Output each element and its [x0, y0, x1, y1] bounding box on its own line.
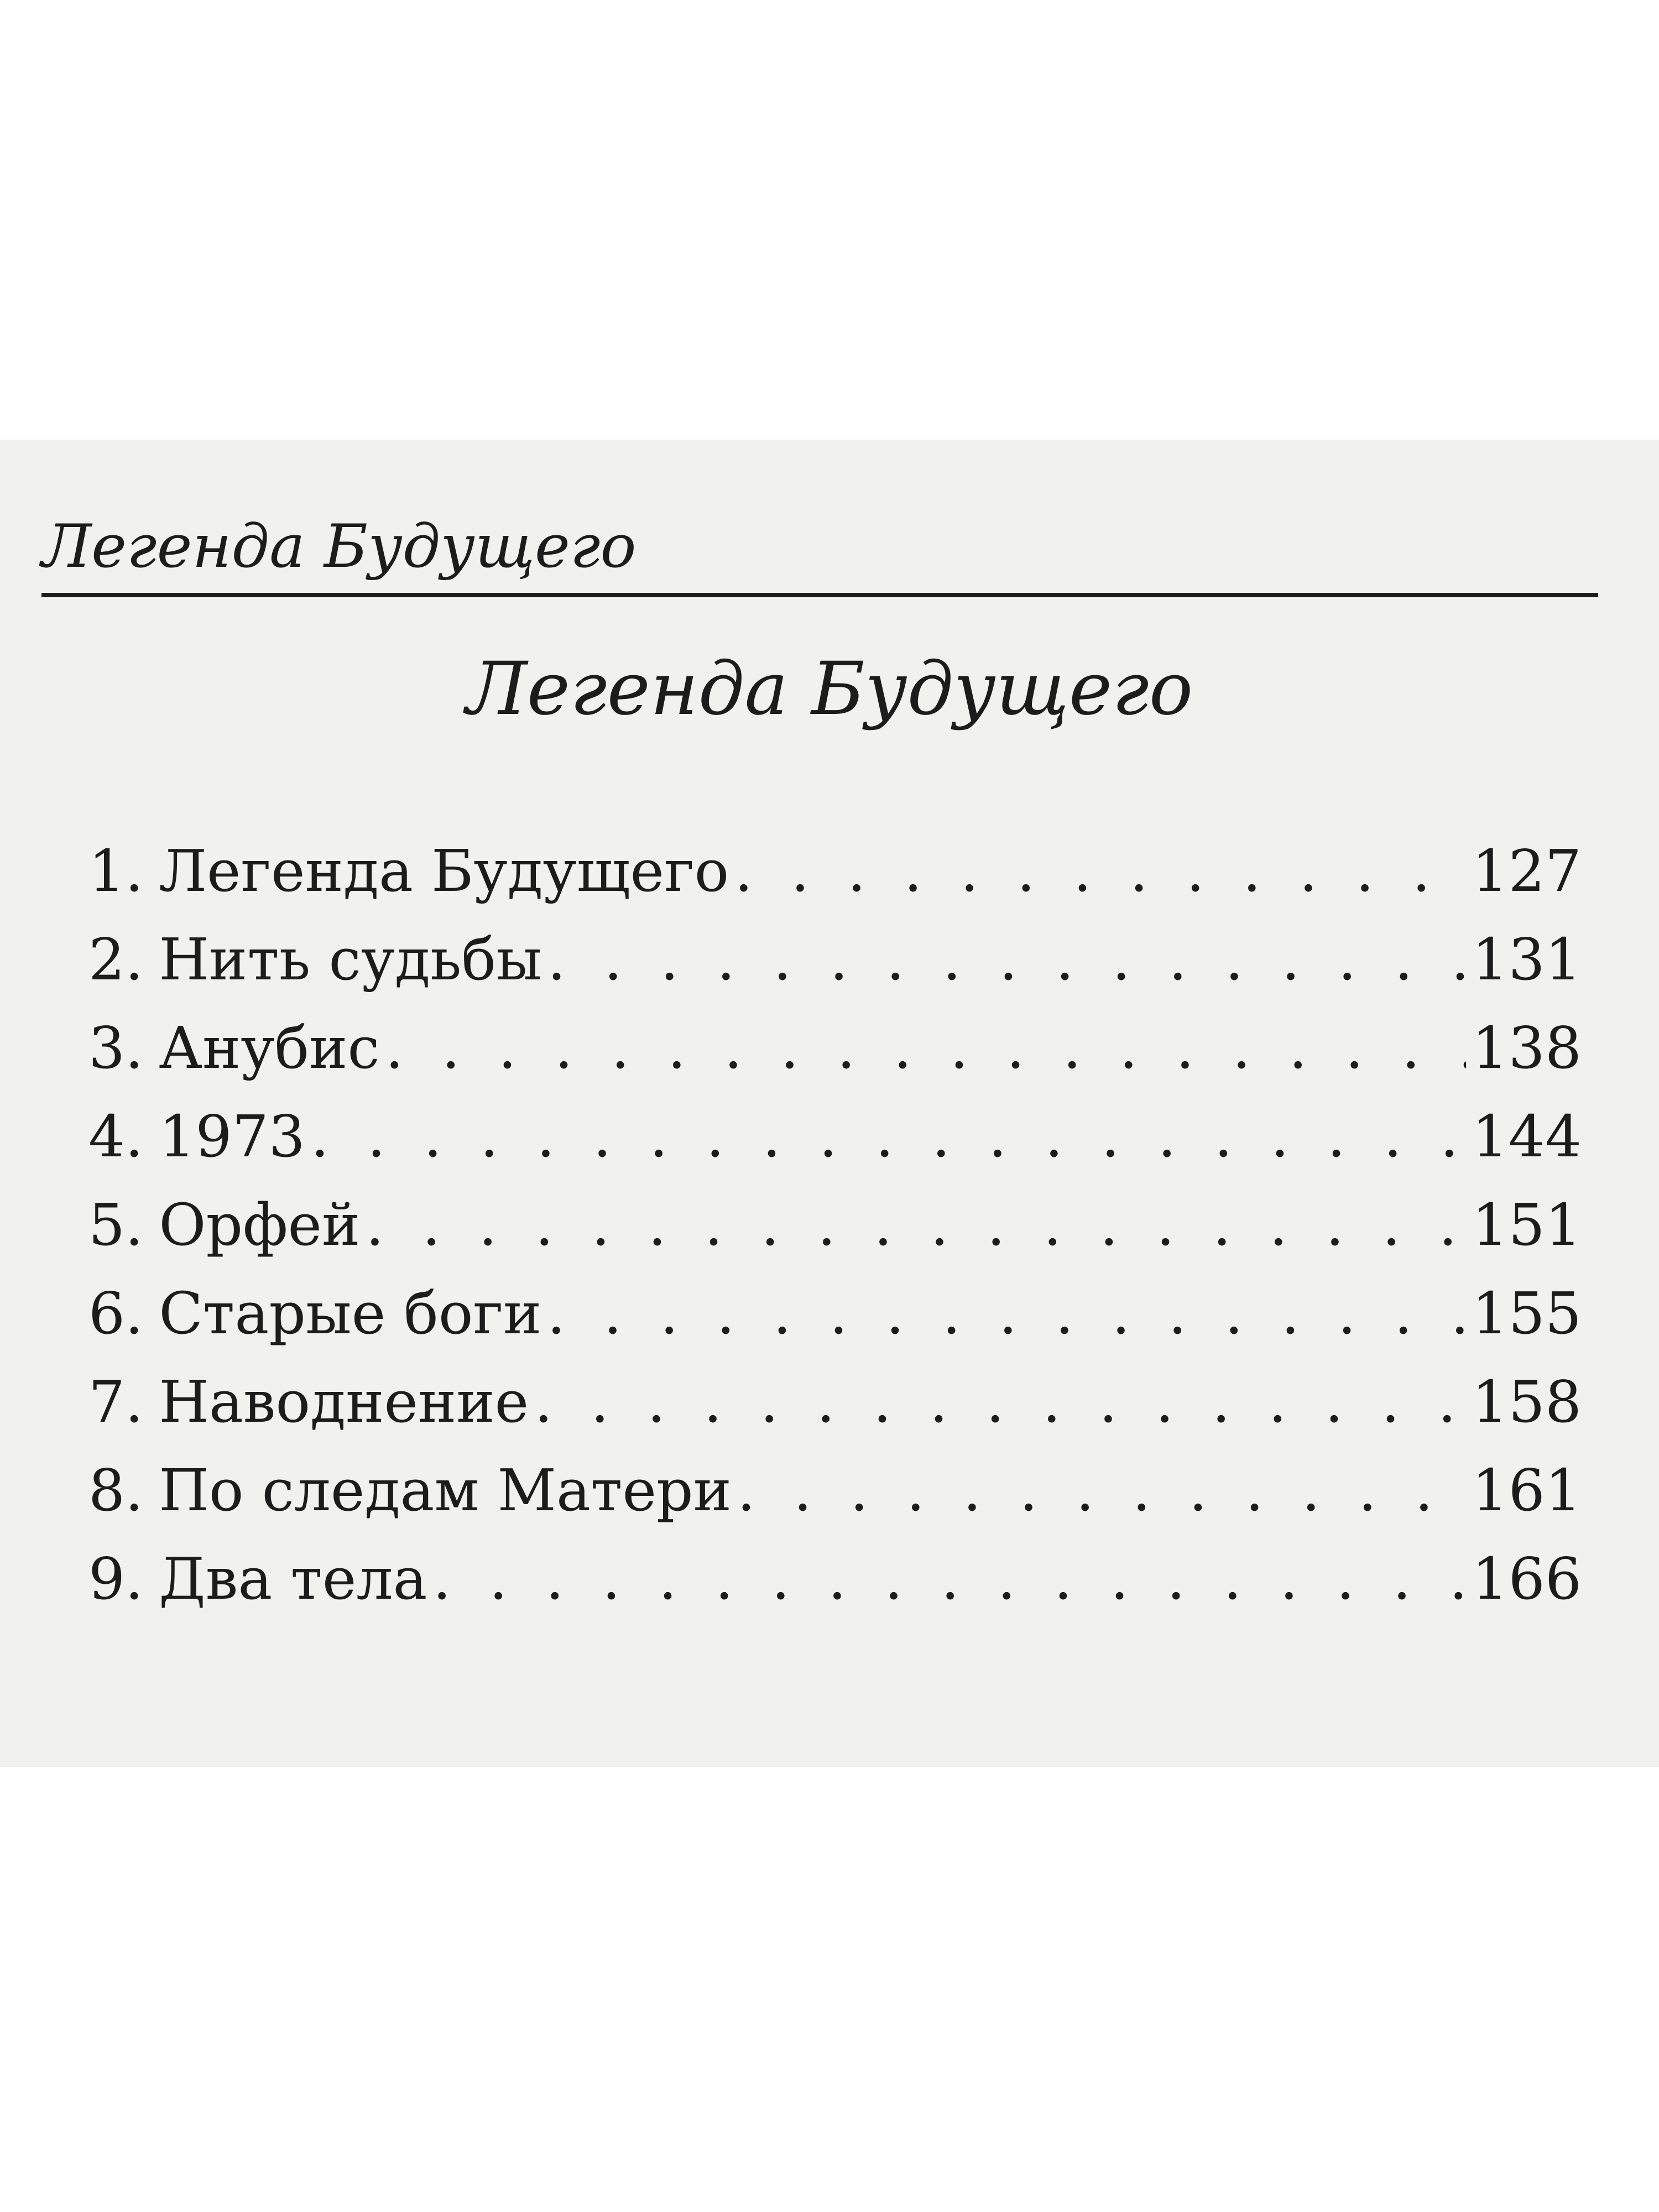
table-of-contents	[88, 827, 1582, 1623]
toc-title: Старые боги	[159, 1280, 542, 1347]
dot-leader	[547, 915, 1467, 1004]
toc-page-number: 166	[1472, 1545, 1582, 1613]
toc-title: Орфей	[159, 1191, 361, 1259]
toc-number: 5.	[88, 1191, 144, 1259]
dot-leader	[547, 1269, 1466, 1358]
toc-page-number: 158	[1472, 1368, 1582, 1436]
toc-title: Анубис	[159, 1014, 380, 1082]
toc-number: 7.	[88, 1368, 144, 1436]
toc-entry	[88, 1446, 1582, 1535]
toc-number: 9.	[88, 1545, 144, 1613]
toc-number: 2.	[88, 926, 144, 993]
toc-title: Нить судьбы	[159, 926, 542, 993]
toc-entry	[88, 1535, 1582, 1623]
toc-number: 4.	[88, 1103, 144, 1170]
toc-number: 3.	[88, 1014, 144, 1082]
dot-leader	[385, 1004, 1467, 1092]
toc-entry	[88, 1092, 1582, 1181]
toc-page-number: 151	[1472, 1191, 1582, 1259]
toc-title: Легенда Будущего	[159, 837, 729, 905]
dot-leader	[737, 1446, 1467, 1535]
toc-number: 8.	[88, 1457, 144, 1524]
section-title: Легенда Будущего	[466, 646, 1193, 732]
toc-page-number: 127	[1472, 837, 1582, 905]
toc-entry	[88, 915, 1582, 1004]
toc-entry	[88, 1181, 1582, 1269]
toc-entry	[88, 1004, 1582, 1092]
toc-title: Наводнение	[159, 1368, 529, 1436]
toc-page-number: 138	[1472, 1014, 1582, 1082]
toc-number: 1.	[88, 837, 144, 905]
dot-leader	[366, 1181, 1466, 1269]
header-rule	[41, 593, 1598, 597]
running-header: Легенда Будущего	[41, 512, 637, 581]
toc-page-number: 161	[1472, 1457, 1582, 1524]
toc-entry	[88, 1358, 1582, 1446]
toc-entry	[88, 1269, 1582, 1358]
toc-page-number: 144	[1472, 1103, 1582, 1170]
toc-entry	[88, 827, 1582, 915]
dot-leader	[433, 1535, 1467, 1623]
toc-title: По следам Матери	[159, 1457, 732, 1524]
dot-leader	[534, 1358, 1466, 1446]
toc-title: Два тела	[159, 1545, 427, 1613]
dot-leader	[734, 827, 1466, 915]
dot-leader	[311, 1092, 1467, 1181]
toc-number: 6.	[88, 1280, 144, 1347]
toc-title: 1973	[159, 1103, 305, 1170]
toc-page-number: 131	[1472, 926, 1582, 993]
toc-page-number: 155	[1472, 1280, 1582, 1347]
